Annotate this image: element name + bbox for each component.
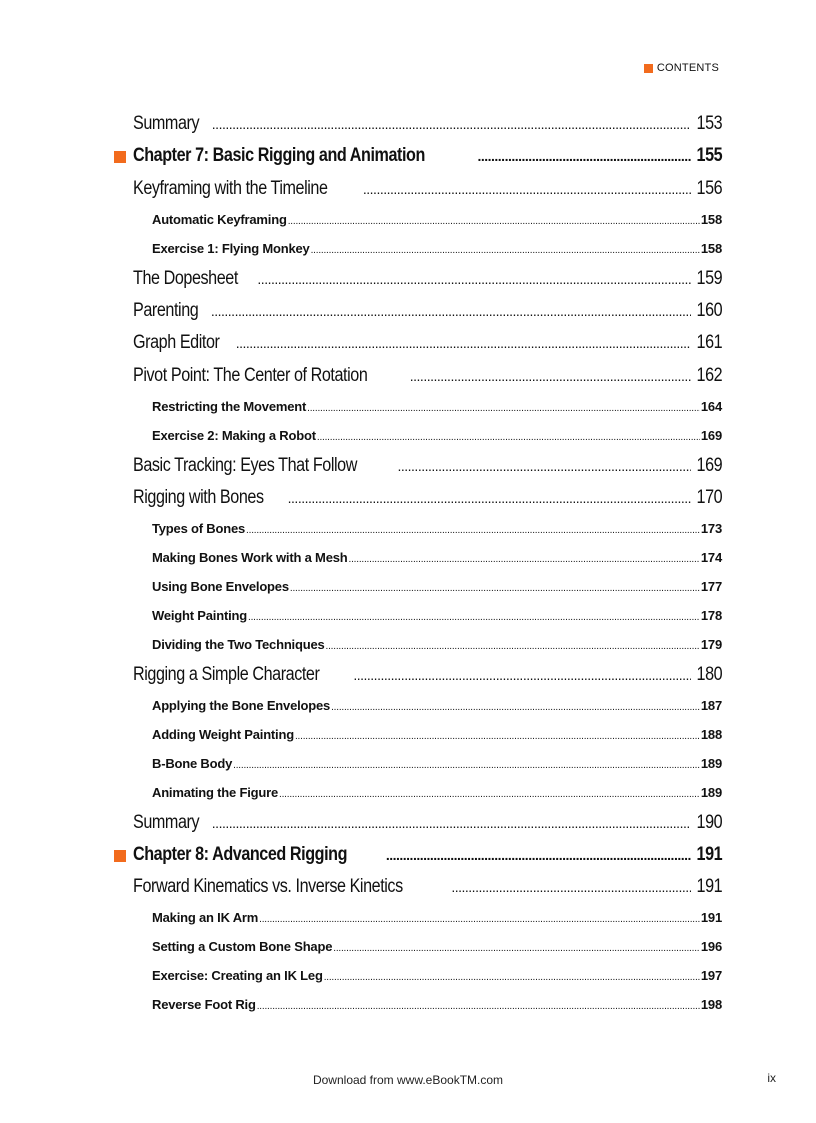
dot-leader [386,839,691,871]
toc-entry-title: Summary [133,811,200,833]
toc-section[interactable] [133,173,722,205]
toc-chapter[interactable] [133,839,722,871]
toc-entry-title: Types of Bones [152,521,246,537]
toc-entry-page: 190 [696,811,722,833]
download-footer: Download from www.eBookTM.com [312,1073,504,1087]
toc-subsection[interactable] [133,601,722,630]
dot-leader [212,108,691,140]
toc-subsection[interactable] [133,205,722,234]
toc-entry-title: Applying the Bone Envelopes [152,697,331,713]
toc-entry-page: 162 [696,364,722,386]
orange-square-icon [644,64,653,73]
toc-entry-page: 173 [700,521,722,537]
toc-entry-page: 196 [700,939,722,955]
toc-section[interactable] [133,263,722,295]
toc-entry-title: The Dopesheet [133,267,238,289]
toc-section[interactable] [133,327,722,359]
toc-entry-page: 191 [696,876,722,898]
toc-section[interactable] [133,659,722,691]
dot-leader [279,780,700,809]
toc-entry-page: 164 [700,398,722,414]
running-header [644,62,719,74]
toc-entry-page: 155 [696,145,722,167]
toc-section[interactable] [133,360,722,392]
toc-entry-page: 153 [696,113,722,134]
toc-entry-title: Exercise: Creating an IK Leg [152,968,323,984]
toc-entry-page: 187 [700,697,722,713]
toc-entry-title: Chapter 8: Advanced Rigging [133,843,348,865]
toc-subsection[interactable] [133,903,722,932]
dot-leader [212,807,691,839]
toc-subsection[interactable] [133,572,722,601]
toc-entry-page: 191 [700,910,722,926]
dot-leader [233,751,700,780]
toc-entry-page: 189 [700,755,722,771]
dot-leader [333,934,700,963]
dot-leader [397,450,690,482]
toc-section[interactable] [133,807,722,839]
table-of-contents [133,108,722,1019]
toc-section[interactable] [133,295,722,327]
toc-entry-page: 170 [696,486,722,508]
toc-subsection[interactable] [133,932,722,961]
toc-subsection[interactable] [133,778,722,807]
dot-leader [451,871,690,903]
toc-subsection[interactable] [133,392,722,421]
toc-entry-title: Keyframing with the Timeline [133,177,328,199]
dot-leader [307,394,700,423]
page-number: ix [767,1071,776,1085]
dot-leader [363,173,691,205]
toc-subsection[interactable] [133,691,722,720]
dot-leader [410,360,691,392]
dot-leader [295,722,700,751]
toc-entry-title: B-Bone Body [152,755,233,771]
toc-entry-page: 177 [700,579,722,595]
header-label: CONTENTS [656,62,719,74]
toc-entry-title: Forward Kinematics vs. Inverse Kinetics [133,876,403,898]
toc-section[interactable] [133,450,722,482]
toc-subsection[interactable] [133,421,722,450]
toc-subsection[interactable] [133,514,722,543]
toc-entry-page: 188 [700,726,722,742]
toc-entry-title: Chapter 7: Basic Rigging and Animation [133,145,425,167]
dot-leader [257,992,700,1021]
toc-entry-title: Weight Painting [152,607,247,623]
dot-leader [353,659,690,691]
toc-chapter[interactable] [133,140,722,172]
toc-section[interactable] [133,871,722,903]
toc-entry-page: 174 [700,550,722,566]
chapter-bullet-icon [114,850,126,862]
toc-entry-page: 197 [700,968,722,984]
toc-entry-title: Rigging a Simple Character [133,663,320,685]
toc-entry-page: 191 [696,843,722,865]
toc-entry-page: 189 [700,784,722,800]
dot-leader [290,574,700,603]
toc-subsection[interactable] [133,630,722,659]
dot-leader [311,236,700,265]
dot-leader [236,327,691,359]
toc-entry-page: 158 [700,211,722,227]
toc-entry-title: Restricting the Movement [152,398,307,414]
toc-entry-title: Animating the Figure [152,784,279,800]
toc-entry-page: 169 [700,427,722,443]
toc-section[interactable] [133,108,722,140]
toc-entry-title: Summary [133,113,200,134]
toc-entry-page: 159 [696,267,722,289]
toc-entry-page: 179 [700,636,722,652]
toc-subsection[interactable] [133,234,722,263]
toc-entry-page: 169 [696,454,722,476]
toc-entry-title: Parenting [133,299,199,321]
toc-entry-title: Making an IK Arm [152,910,259,926]
toc-entry-title: Rigging with Bones [133,486,264,508]
chapter-bullet-icon [114,151,126,163]
toc-section[interactable] [133,482,722,514]
dot-leader [248,603,700,632]
toc-subsection[interactable] [133,543,722,572]
toc-entry-title: Making Bones Work with a Mesh [152,550,348,566]
dot-leader [259,905,700,934]
toc-subsection[interactable] [133,749,722,778]
dot-leader [331,693,700,722]
dot-leader [477,140,690,172]
dot-leader [349,545,700,574]
toc-entry-page: 158 [700,240,722,256]
toc-entry-title: Adding Weight Painting [152,726,294,742]
toc-entry-title: Reverse Foot Rig [152,997,256,1013]
toc-entry-page: 156 [696,177,722,199]
dot-leader [211,295,691,327]
dot-leader [324,963,700,992]
dot-leader [317,423,700,452]
toc-entry-page: 178 [700,607,722,623]
toc-entry-title: Exercise 1: Flying Monkey [152,240,310,256]
dot-leader [246,516,700,545]
toc-entry-title: Graph Editor [133,332,220,354]
toc-entry-page: 198 [700,997,722,1013]
toc-entry-title: Dividing the Two Techniques [152,636,325,652]
toc-entry-title: Pivot Point: The Center of Rotation [133,364,368,386]
toc-subsection[interactable] [133,961,722,990]
toc-entry-page: 161 [696,332,722,354]
dot-leader [326,632,700,661]
toc-subsection[interactable] [133,990,722,1019]
toc-entry-page: 160 [696,299,722,321]
dot-leader [288,207,700,236]
toc-subsection[interactable] [133,720,722,749]
dot-leader [257,263,690,295]
toc-entry-title: Setting a Custom Bone Shape [152,939,333,955]
toc-entry-title: Using Bone Envelopes [152,579,289,595]
toc-entry-title: Exercise 2: Making a Robot [152,427,316,443]
toc-entry-title: Automatic Keyframing [152,211,287,227]
dot-leader [288,482,691,514]
toc-entry-page: 180 [696,663,722,685]
toc-entry-title: Basic Tracking: Eyes That Follow [133,454,357,476]
